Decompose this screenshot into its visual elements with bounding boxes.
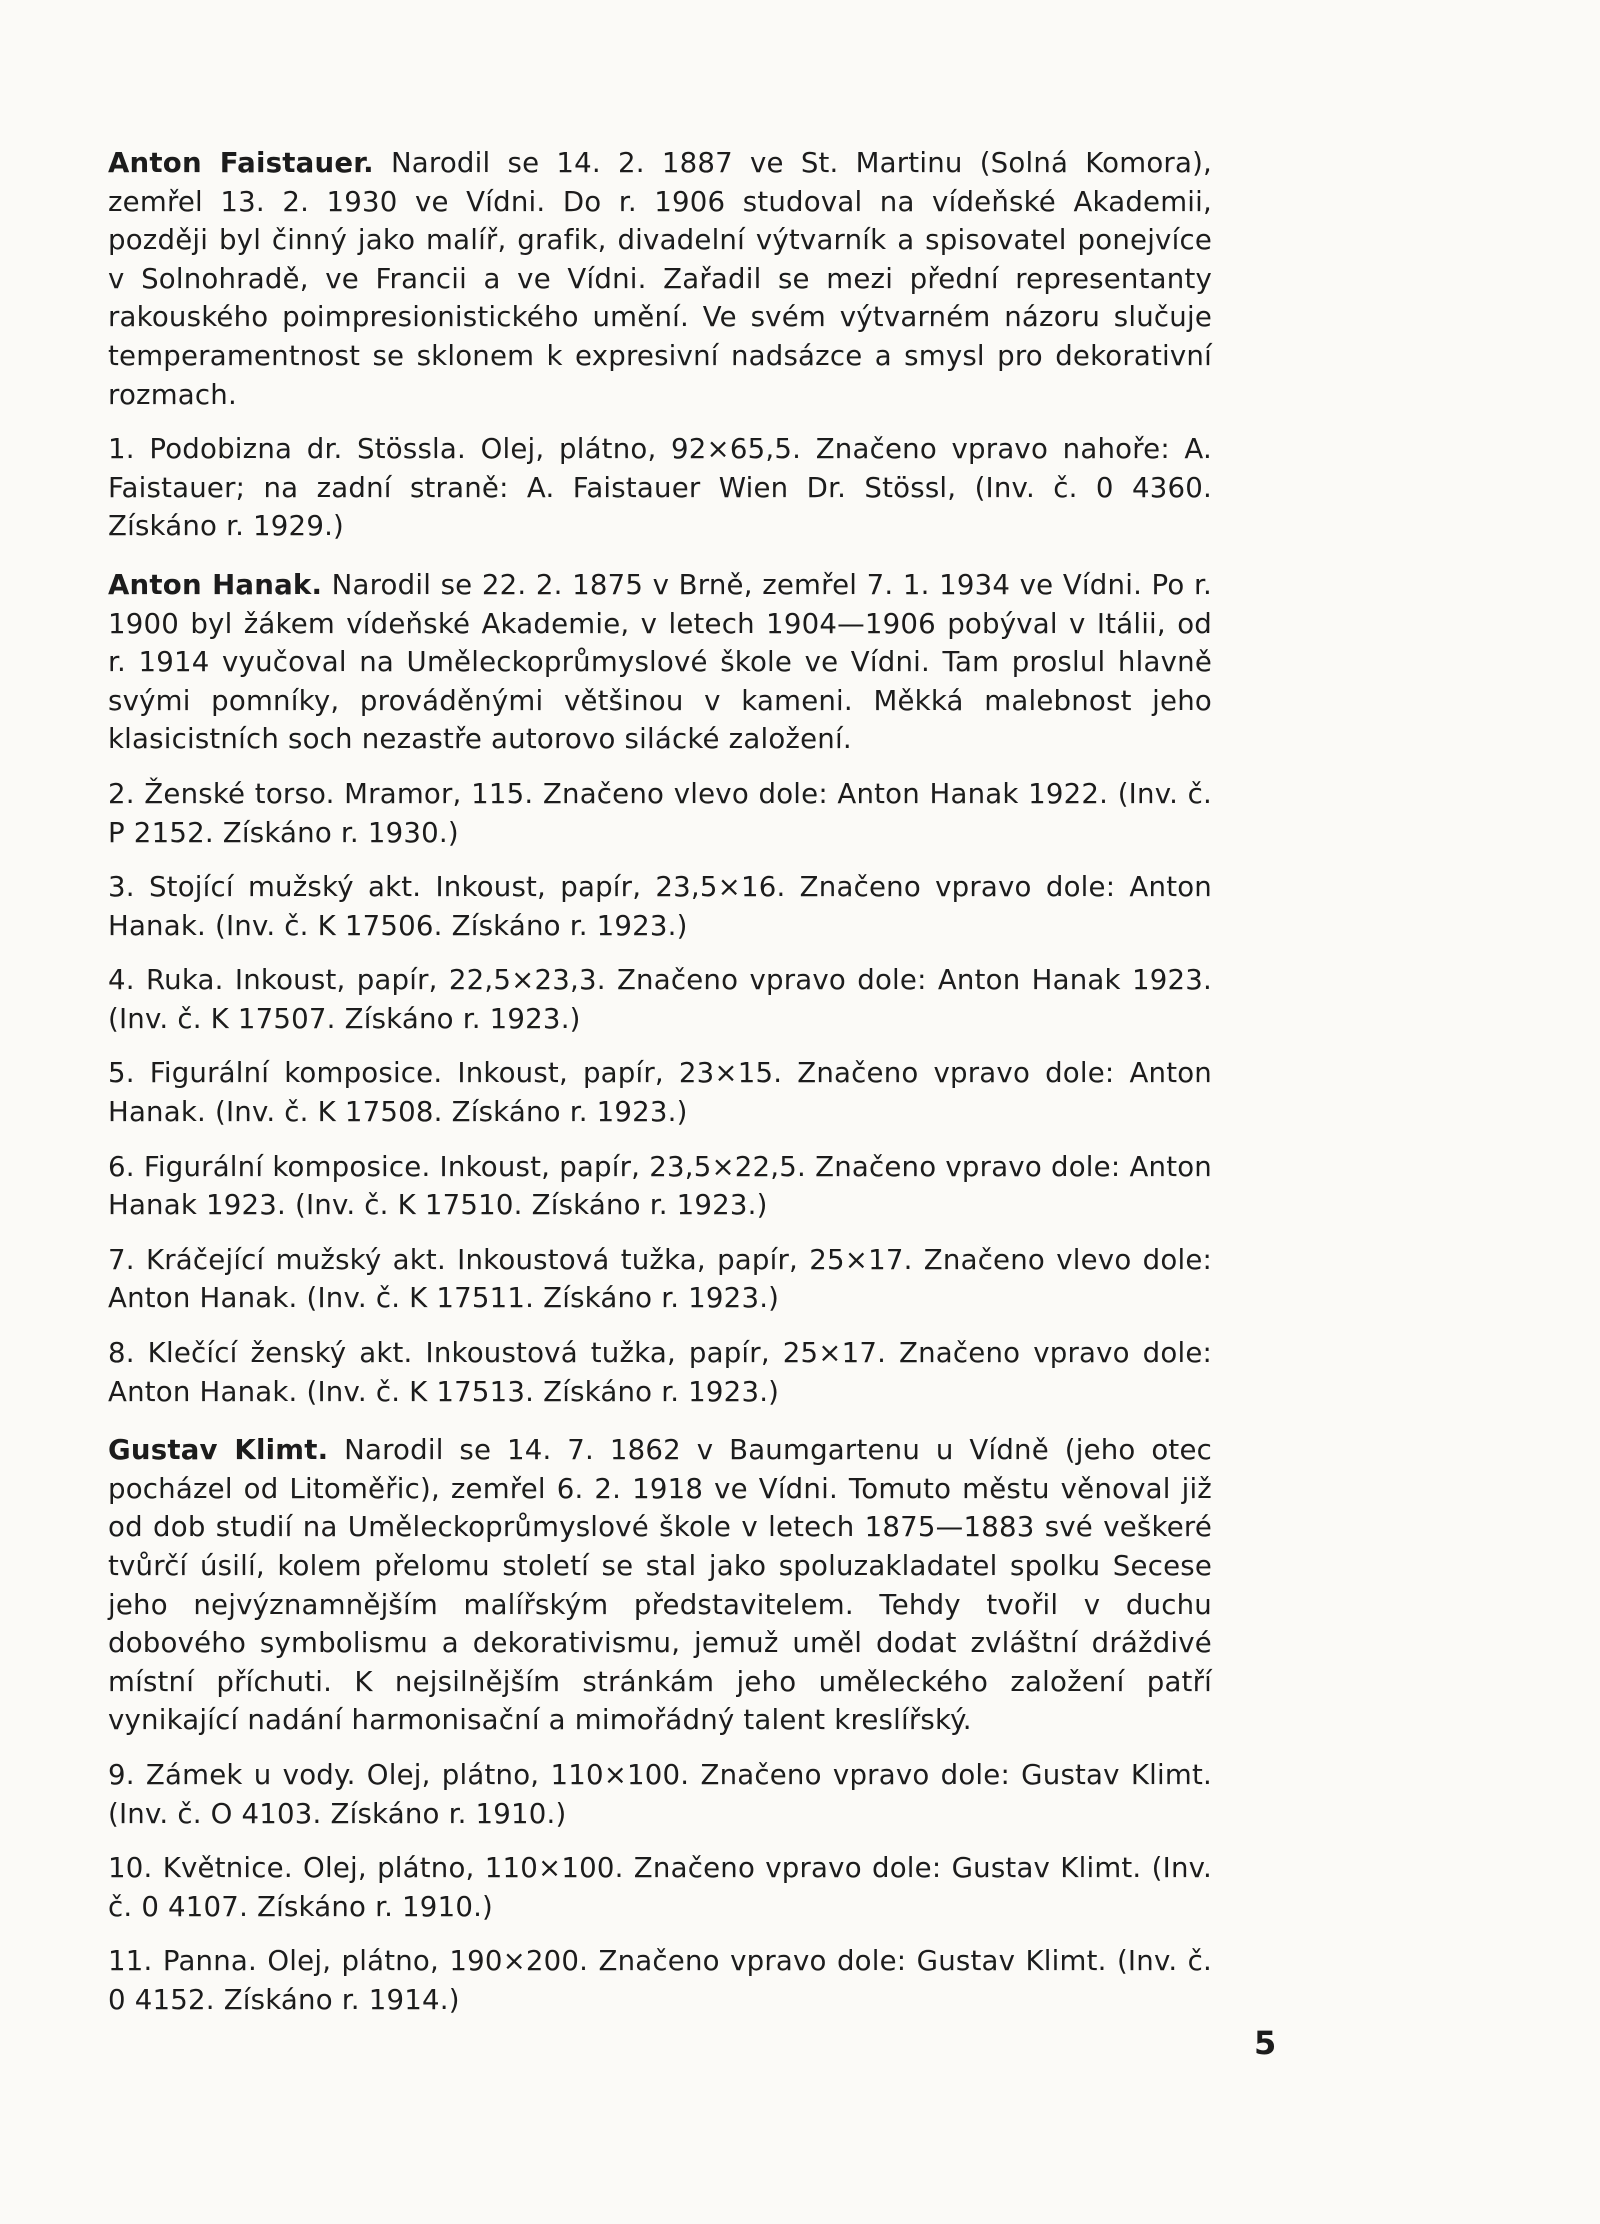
artist-entry-hanak [108, 566, 1212, 1411]
artist-bio-text: Narodil se 14. 2. 1887 ve St. Martinu (Solná Komora), zemřel 13. 2. 1930 ve Vídni. Do r. 1906 studoval na vídeňské Akademii, později byl činný jako malíř, grafik, divadelní výtvarník a spisovatel ponejvíce v Solnohradě, ve Francii a ve Vídni. Zařadil se mezi přední representanty rakouského poimpresionistického umění. Ve svém výtvarném názoru slučuje temperamentnost se sklonem k expresivní nadsázce a smysl pro dekorativní rozmach. [108, 146, 1213, 411]
artwork-entry: 9. Zámek u vody. Olej, plátno, 110×100. Značeno vpravo dole: Gustav Klimt. (Inv. č. O 4103. Získáno r. 1910.) [108, 1757, 1212, 1830]
artist-bio [108, 566, 1212, 759]
artist-name: Gustav Klimt. [108, 1433, 329, 1467]
artwork-entry: 7. Kráčející mužský akt. Inkoustová tužka, papír, 25×17. Značeno vlevo dole: Anton Hanak. (Inv. č. K 17511. Získáno r. 1923.) [108, 1242, 1212, 1315]
artwork-entry: 1. Podobizna dr. Stössla. Olej, plátno, 92×65,5. Značeno vpravo nahoře: A. Faistauer; na zadní straně: A. Faistauer Wien Dr. Stössl, (Inv. č. 0 4360. Získáno r. 1929.) [108, 432, 1212, 543]
artwork-entry: 10. Květnice. Olej, plátno, 110×100. Značeno vpravo dole: Gustav Klimt. (Inv. č. 0 4107. Získáno r. 1910.) [108, 1851, 1212, 1923]
artwork-entry: 6. Figurální komposice. Inkoust, papír, 23,5×22,5. Značeno vpravo dole: Anton Hanak 1923. (Inv. č. K 17510. Získáno r. 1923.) [108, 1149, 1212, 1222]
artist-bio-text: Narodil se 14. 7. 1862 v Baumgartenu u Vídně (jeho otec pocházel od Litoměřic), zemřel 6. 2. 1918 ve Vídni. Tomuto městu věnoval již od dob studií na Uměleckoprůmyslové škole v letech 1875—1883 své veškeré tvůrčí úsilí, kolem přelomu století se stal jako spoluzakladatel spolku Secese jeho nejvýznamnějším malířským představitelem. Tehdy tvořil v duchu dobového symbolismu a dekorativismu, jemuž uměl dodat zvláštní dráždivé místní příchuti. K nejsilnějším stránkám jeho uměleckého založení patří vynikající nadání harmonisační a mimořádný talent kreslířský. [108, 1433, 1212, 1737]
artist-name: Anton Hanak. [108, 567, 323, 601]
artwork-entry: 8. Klečící ženský akt. Inkoustová tužka, papír, 25×17. Značeno vpravo dole: Anton Hanak. (Inv. č. K 17513. Získáno r. 1923.) [108, 1336, 1212, 1408]
page-number: 5 [1254, 2024, 1277, 2062]
artwork-entry: 3. Stojící mužský akt. Inkoust, papír, 23,5×16. Značeno vpravo dole: Anton Hanak. (Inv. č. K 17506. Získáno r. 1923.) [108, 870, 1212, 942]
catalogue-page [108, 144, 1212, 2036]
artwork-entry: 11. Panna. Olej, plátno, 190×200. Značeno vpravo dole: Gustav Klimt. (Inv. č. 0 4152. Získáno r. 1914.) [108, 1944, 1212, 2016]
artist-bio [108, 144, 1212, 414]
artist-bio-text: Narodil se 22. 2. 1875 v Brně, zemřel 7. 1. 1934 ve Vídni. Po r. 1900 byl žákem vídeňské Akademie, v letech 1904—1906 pobýval v Itálii, od r. 1914 vyučoval na Uměleckoprůmyslové škole ve Vídni. Tam proslul hlavně svými pomníky, prováděnými většinou v kameni. Měkká malebnost jeho klasicistních soch nezastře autorovo silácké založení. [108, 567, 1212, 756]
artwork-entry: 5. Figurální komposice. Inkoust, papír, 23×15. Značeno vpravo dole: Anton Hanak. (Inv. č. K 17508. Získáno r. 1923.) [108, 1056, 1212, 1129]
artist-entry-faistauer [108, 144, 1212, 546]
artist-name: Anton Faistauer. [108, 146, 374, 179]
artwork-entry: 2. Ženské torso. Mramor, 115. Značeno vlevo dole: Anton Hanak 1922. (Inv. č. P 2152. Získáno r. 1930.) [108, 776, 1212, 849]
artwork-entry: 4. Ruka. Inkoust, papír, 22,5×23,3. Značeno vpravo dole: Anton Hanak 1923. (Inv. č. K 17507. Získáno r. 1923.) [108, 963, 1212, 1035]
artist-bio [108, 1431, 1212, 1740]
artist-entry-klimt [108, 1431, 1212, 2019]
